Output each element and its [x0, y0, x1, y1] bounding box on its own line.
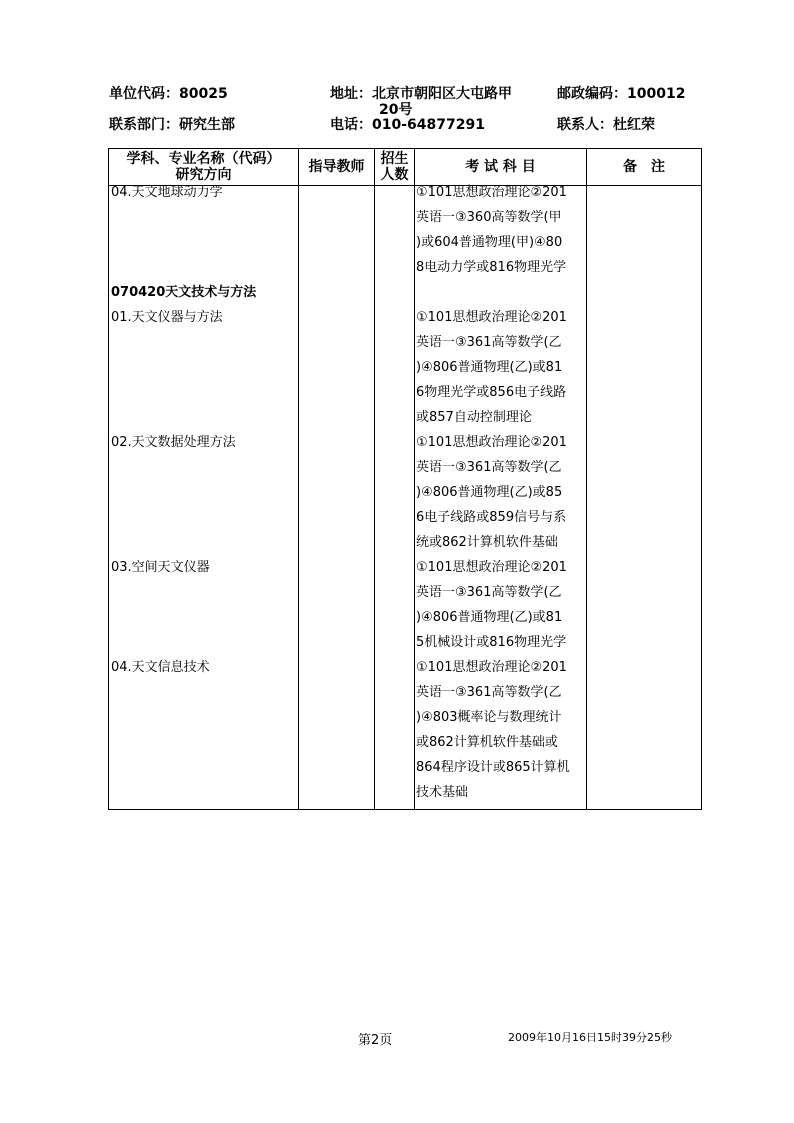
direction-item: 04.天文地球动力学 — [111, 185, 223, 200]
exam-line: 技术基础 — [416, 785, 469, 800]
exam-line: )④803概率论与数理统计 — [416, 710, 562, 725]
contact-department: 联系部门：研究生部 — [109, 117, 235, 133]
exam-line: ①101思想政治理论②201 — [416, 310, 567, 325]
note-column-header: 备 注 — [587, 149, 702, 186]
major-header-line1: 学科、专业名称（代码） — [126, 151, 281, 167]
direction-item: 03.空间天文仪器 — [111, 560, 210, 575]
exam-line: 或862计算机软件基础或 — [416, 735, 558, 750]
exam-line: ①101思想政治理论②201 — [416, 660, 567, 675]
print-timestamp: 2009年10月16日15时39分25秒 — [508, 1031, 672, 1044]
enrollment-column-header — [375, 149, 415, 186]
enroll-header-line2: 人数 — [380, 167, 409, 183]
major-title: 070420天文技术与方法 — [111, 285, 257, 300]
exam-block — [416, 655, 570, 805]
exam-line: )④806普通物理(乙)或81 — [416, 610, 563, 625]
exam-line: 英语一③361高等数学(乙 — [416, 685, 562, 700]
exam-line: 5机械设计或816物理光学 — [416, 635, 567, 650]
exam-column-header: 考 试 科 目 — [415, 149, 587, 186]
direction-item: 04.天文信息技术 — [111, 660, 210, 675]
exam-line: 8电动力学或816物理光学 — [416, 260, 567, 275]
exam-line: 英语一③361高等数学(乙 — [416, 335, 562, 350]
exam-line: 统或862计算机软件基础 — [416, 535, 558, 550]
exam-line: 864程序设计或865计算机 — [416, 760, 570, 775]
exam-line: 6电子线路或859信号与系 — [416, 510, 567, 525]
exam-cell — [415, 186, 587, 810]
unit-code: 单位代码：80025 — [109, 86, 228, 102]
exam-line: )或604普通物理(甲)④80 — [416, 235, 563, 250]
contact-person: 联系人：杜红荣 — [557, 117, 655, 133]
exam-subjects-table — [108, 148, 702, 810]
exam-line: ①101思想政治理论②201 — [416, 185, 567, 200]
exam-block — [416, 180, 567, 280]
enroll-header-line1: 招生 — [380, 151, 409, 167]
major-header-line2: 研究方向 — [175, 167, 232, 183]
address: 地址：北京市朝阳区大屯路甲 — [330, 86, 512, 102]
exam-line: 6物理光学或856电子线路 — [416, 385, 567, 400]
address-line2: 20号 — [379, 102, 413, 118]
exam-block — [416, 430, 567, 555]
exam-line: )④806普通物理(乙)或85 — [416, 485, 563, 500]
exam-line: 英语一③361高等数学(乙 — [416, 460, 562, 475]
direction-cell — [109, 186, 299, 810]
exam-line: 英语一③360高等数学(甲 — [416, 210, 562, 225]
exam-block — [416, 305, 567, 430]
advisor-cell — [299, 186, 375, 810]
phone: 电话：010-64877291 — [330, 117, 485, 133]
direction-item: 01.天文仪器与方法 — [111, 310, 223, 325]
exam-line: ①101思想政治理论②201 — [416, 435, 567, 450]
exam-line: )④806普通物理(乙)或81 — [416, 360, 563, 375]
exam-line: ①101思想政治理论②201 — [416, 560, 567, 575]
postcode: 邮政编码：100012 — [557, 86, 686, 102]
page-number: 第2页 — [358, 1033, 393, 1048]
exam-line: 英语一③361高等数学(乙 — [416, 585, 562, 600]
table-body-row — [109, 186, 702, 810]
note-cell — [587, 186, 702, 810]
enrollment-cell — [375, 186, 415, 810]
direction-item: 02.天文数据处理方法 — [111, 435, 236, 450]
exam-line: 或857自动控制理论 — [416, 410, 532, 425]
exam-block — [416, 555, 567, 655]
advisor-column-header: 指导教师 — [299, 149, 375, 186]
